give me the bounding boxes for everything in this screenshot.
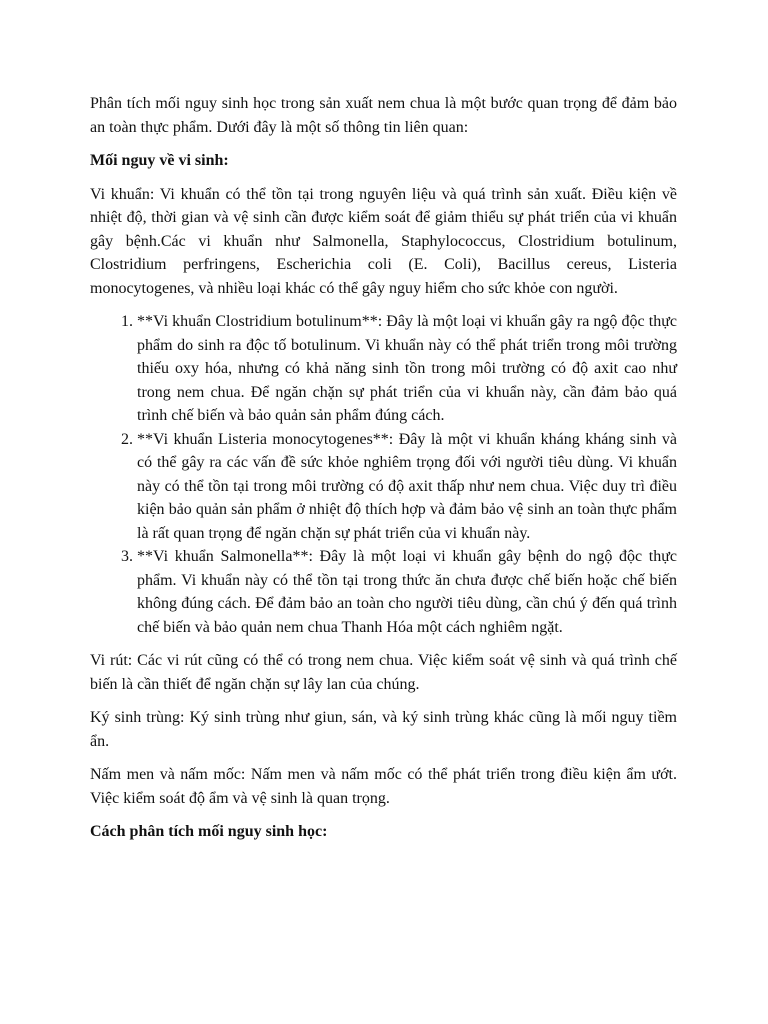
parasite-paragraph: Ký sinh trùng: Ký sinh trùng như giun, sán, và ký sinh trùng khác cũng là mối nguy tiềm ẩn. [90, 709, 677, 750]
list-item-listeria: 2. **Vi khuẩn Listeria monocytogenes**: Đây là một vi khuẩn kháng kháng sinh và có thể gây ra các vấn đề sức khỏe nghiêm trọng đối với người tiêu dùng. Vi khuẩn này có thể tồn tại trong môi trường có độ axit thấp như nem chua. Việc duy trì điều kiện bảo quản sản phẩm ở nhiệt độ thích hợp và đảm bảo vệ sinh an toàn thực phẩm là rất quan trọng để ngăn chặn sự phát triển của vi khuẩn này. [137, 428, 677, 546]
heading-microbial-hazards: Mối nguy về vi sinh: [90, 152, 229, 169]
bacteria-list [90, 310, 677, 639]
fungi-paragraph: Nấm men và nấm mốc: Nấm men và nấm mốc có thể phát triển trong điều kiện ẩm ướt. Việc kiểm soát độ ẩm và vệ sinh là quan trọng. [90, 766, 677, 807]
virus-paragraph: Vi rút: Các vi rút cũng có thể có trong nem chua. Việc kiểm soát vệ sinh và quá trình chế biến là cần thiết để ngăn chặn sự lây lan của chúng. [90, 652, 677, 693]
bacteria-paragraph: Vi khuẩn: Vi khuẩn có thể tồn tại trong nguyên liệu và quá trình sản xuất. Điều kiện về nhiệt độ, thời gian và vệ sinh cần được kiểm soát để giảm thiểu sự phát triển của vi khuẩn gây bệnh.Các vi khuẩn như Salmonella, Staphylococcus, Clostridium botulinum, Clostridium perfringens, Escherichia coli (E. Coli), Bacillus cereus, Listeria monocytogenes, và nhiều loại khác có thể gây nguy hiểm cho sức khỏe con người. [90, 185, 677, 297]
intro-paragraph: Phân tích mối nguy sinh học trong sản xuất nem chua là một bước quan trọng để đảm bảo an toàn thực phẩm. Dưới đây là một số thông tin liên quan: [90, 95, 677, 136]
list-item-salmonella: 3. **Vi khuẩn Salmonella**: Đây là một loại vi khuẩn gây bệnh do ngộ độc thực phẩm. Vi khuẩn này có thể tồn tại trong thức ăn chưa được chế biến hoặc chế biến không đúng cách. Để đảm bảo an toàn cho người tiêu dùng, cần chú ý đến quá trình chế biến và bảo quản nem chua Thanh Hóa một cách nghiêm ngặt. [137, 545, 677, 639]
heading-analysis-method: Cách phân tích mối nguy sinh học: [90, 823, 328, 840]
document-page [90, 92, 677, 854]
list-item-clostridium: 1. **Vi khuẩn Clostridium botulinum**: Đây là một loại vi khuẩn gây ra ngộ độc thực phẩm do sinh ra độc tố botulinum. Vi khuẩn này có thể phát triển trong môi trường thiếu oxy hóa, nhưng có khả năng sinh tồn trong môi trường có độ axit cao như trong nem chua. Để ngăn chặn sự phát triển của vi khuẩn này, cần đảm bảo quá trình chế biến và bảo quản sản phẩm đúng cách. [137, 310, 677, 428]
